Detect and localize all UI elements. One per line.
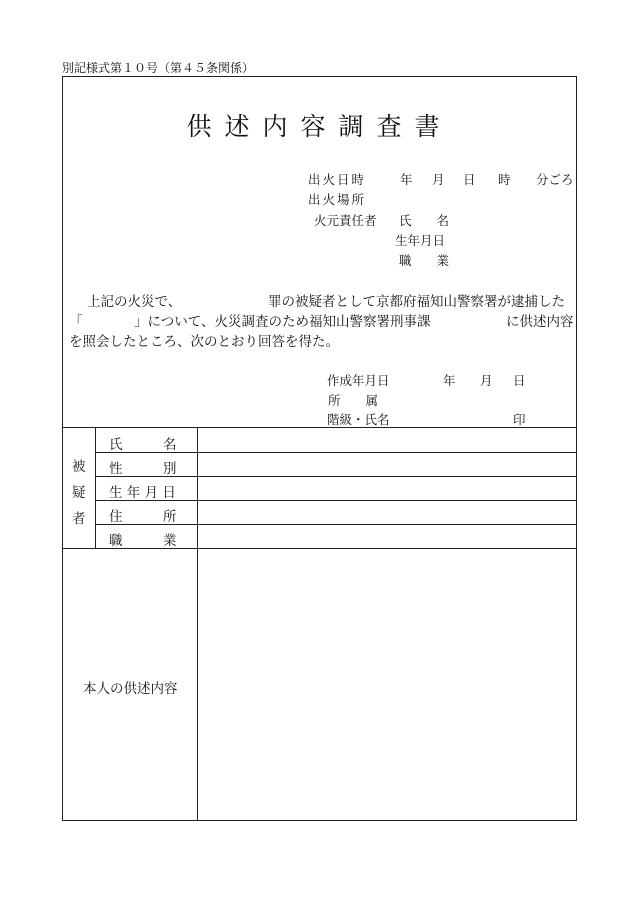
suspect-address-label: 住 所	[109, 509, 177, 525]
fire-hour-unit: 時	[498, 172, 511, 187]
author-date-label: 作成年月日	[327, 373, 390, 388]
suspect-sex-label: 性 別	[109, 461, 177, 477]
responsible-name-label: 氏 名	[399, 213, 450, 228]
responsible-birthdate-label: 生年月日	[395, 233, 446, 248]
table-top-border	[63, 427, 576, 428]
seal-mark: 印	[513, 412, 526, 427]
statement-line2-b: 」について、火災調査のため福知山警察署刑事課	[134, 314, 431, 330]
responsible-occupation-label: 職 業	[399, 253, 450, 268]
author-year-unit: 年	[443, 373, 456, 388]
fire-month-unit: 月	[432, 172, 445, 187]
document-title: 供述内容調査書	[186, 112, 453, 141]
suspect-group-label-2: 疑	[72, 485, 86, 501]
fire-minute-unit: 分ごろ	[536, 172, 574, 187]
author-day-unit: 日	[513, 373, 526, 388]
fire-datetime-label: 出火日時	[308, 172, 367, 187]
suspect-name-label: 氏 名	[109, 437, 177, 453]
statement-line1-b: 罪の被疑者として京都府福知山警察署が逮捕した	[268, 294, 565, 310]
suspect-group-label-3: 者	[72, 511, 86, 527]
suspect-occupation-label: 職 業	[109, 533, 177, 549]
statement-line2-a: 「	[69, 314, 83, 330]
fire-place-label: 出火場所	[308, 192, 367, 207]
statement-line2-c: に供述内容	[506, 314, 574, 330]
group-column-divider	[95, 427, 96, 548]
statement-content-label: 本人の供述内容	[83, 681, 178, 697]
author-month-unit: 月	[480, 373, 493, 388]
form-number: 別記様式第１０号（第４５条関係）	[62, 61, 255, 75]
author-rank-name-label: 階級・氏名	[327, 412, 390, 427]
statement-line3: を照会したところ、次のとおり回答を得た。	[69, 334, 339, 350]
suspect-group-label-1: 被	[72, 459, 86, 475]
responsible-person-label: 火元責任者	[314, 213, 377, 228]
suspect-birthdate-label: 生 年 月 日	[109, 485, 176, 501]
label-column-divider	[197, 427, 198, 821]
fire-year-unit: 年	[400, 172, 413, 187]
statement-line1-a: 上記の火災で、	[87, 294, 182, 310]
author-affiliation-label: 所 属	[328, 393, 379, 408]
fire-day-unit: 日	[463, 172, 476, 187]
document-frame	[62, 76, 577, 821]
